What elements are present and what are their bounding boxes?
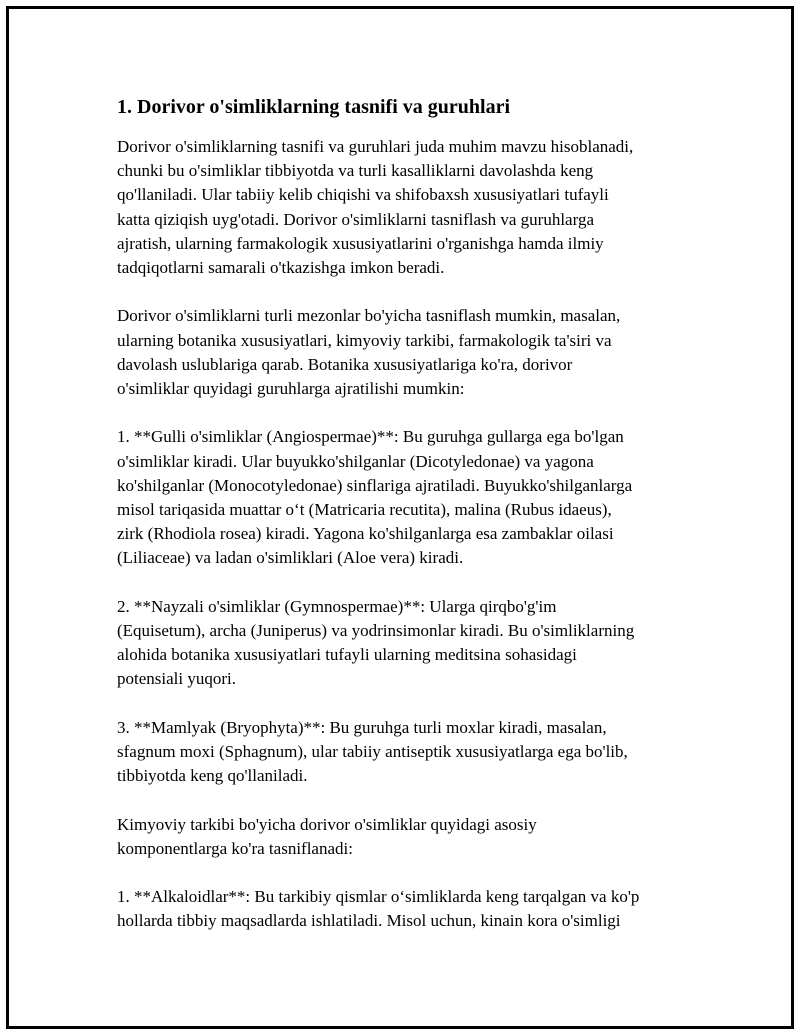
text-line: chunki bu o'simliklar tibbiyotda va turli kasalliklarni davolashda keng: [117, 161, 594, 181]
text-line: Dorivor o'simliklarning tasnifi va guruhlari juda muhim mavzu hisoblanadi,: [117, 137, 634, 156]
text-line: potensiali yuqori.: [117, 669, 236, 689]
paragraph-bryophyta: [117, 716, 697, 789]
text-line: 1. **Alkaloidlar**: Bu tarkibiy qismlar o‘simliklarda keng tarqalgan va ko'p: [117, 887, 640, 907]
text-line: o'simliklar kiradi. Ular buyukko'shilganlar (Dicotyledonae) va yagona: [117, 451, 594, 471]
paragraph-chemical-composition: [117, 813, 697, 861]
paragraph-angiospermae: [117, 425, 697, 570]
text-line: qo'llaniladi. Ular tabiiy kelib chiqishi va shifobaxsh xususiyatlari tufayli: [117, 185, 609, 205]
text-line: 1. **Gulli o'simliklar (Angiospermae)**: Bu guruhga gullarga ega bo'lgan: [117, 427, 624, 447]
page-frame: [6, 6, 794, 1029]
text-line: katta qiziqish uyg'otadi. Dorivor o'simliklarni tasniflash va guruhlarga: [117, 209, 594, 229]
text-line: Dorivor o'simliklarni turli mezonlar bo'yicha tasniflash mumkin, masalan,: [117, 306, 621, 326]
text-line: alohida botanika xususiyatlari tufayli ularning meditsina sohasidagi: [117, 645, 577, 665]
text-line: 3. **Mamlyak (Bryophyta)**: Bu guruhga turli moxlar kiradi, masalan,: [117, 717, 607, 737]
paragraph-gymnospermae: [117, 595, 697, 692]
text-line: (Equisetum), archa (Juniperus) va yodrinsimonlar kiradi. Bu o'simliklarning: [117, 621, 635, 641]
text-line: hollarda tibbiy maqsadlarda ishlatiladi. Misol uchun, kinain kora o'simligi: [117, 911, 621, 931]
text-line: Kimyoviy tarkibi bo'yicha dorivor o'simliklar quyidagi asosiy: [117, 814, 537, 834]
text-line: sfagnum moxi (Sphagnum), ular tabiiy antiseptik xususiyatlarga ega bo'lib,: [117, 742, 628, 762]
text-line: o'simliklar quyidagi guruhlarga ajratilishi mumkin:: [117, 379, 465, 399]
paragraph-classification-criteria: [117, 304, 697, 401]
text-line: zirk (Rhodiola rosea) kiradi. Yagona ko'shilganlarga esa zambaklar oilasi: [117, 524, 614, 544]
text-line: komponentlarga ko'ra tasniflanadi:: [117, 838, 353, 858]
text-line: ko'shilganlar (Monocotyledonae) sinflariga ajratiladi. Buyukko'shilganlarga: [117, 475, 633, 495]
document-body: [117, 95, 697, 958]
text-line: tibbiyotda keng qo'llaniladi.: [117, 766, 308, 786]
text-line: tadqiqotlarni samarali o'tkazishga imkon beradi.: [117, 258, 445, 278]
paragraph-intro: [117, 135, 697, 280]
text-line: (Liliaceae) va ladan o'simliklari (Aloe vera) kiradi.: [117, 548, 464, 568]
text-line: ularning botanika xususiyatlari, kimyoviy tarkibi, farmakologik ta'siri va: [117, 330, 612, 350]
text-line: davolash uslublariga qarab. Botanika xususiyatlariga ko'ra, dorivor: [117, 354, 573, 374]
text-line: 2. **Nayzali o'simliklar (Gymnospermae)**: Ularga qirqbo'g'im: [117, 596, 557, 616]
paragraph-alkaloids: [117, 885, 697, 933]
text-line: misol tariqasida muattar o‘t (Matricaria recutita), malina (Rubus idaeus),: [117, 500, 612, 520]
section-heading: 1. Dorivor o'simliklarning tasnifi va guruhlari: [117, 96, 510, 118]
text-line: ajratish, ularning farmakologik xususiyatlarini o'rganishga hamda ilmiy: [117, 233, 604, 253]
